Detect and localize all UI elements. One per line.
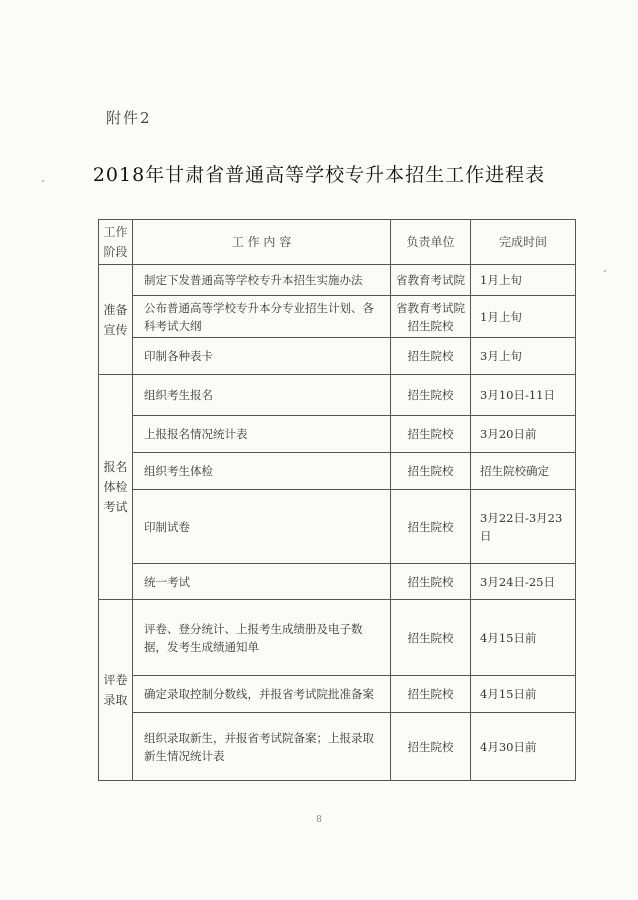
scan-speck — [604, 270, 606, 272]
unit-cell: 招生院校 — [391, 564, 471, 600]
table-row — [99, 600, 576, 676]
task-cell: 印制各种表卡 — [133, 338, 391, 375]
table-row — [99, 713, 576, 781]
task-cell: 统一考试 — [133, 564, 391, 600]
time-cell: 3月上旬 — [471, 338, 576, 375]
task-cell: 组织考生体检 — [133, 453, 391, 490]
task-cell: 制定下发普通高等学校专升本招生实施办法 — [133, 265, 391, 296]
page-number: 8 — [316, 815, 322, 825]
unit-cell: 招生院校 — [391, 453, 471, 490]
unit-cell: 招生院校 — [391, 490, 471, 564]
time-cell: 4月30日前 — [471, 713, 576, 781]
attachment-label: 附件2 — [106, 109, 152, 127]
table-row — [99, 375, 576, 416]
task-cell: 评卷、登分统计、上报考生成绩册及电子数据，发考生成绩通知单 — [133, 600, 391, 676]
time-cell: 1月上旬 — [471, 265, 576, 296]
unit-cell: 招生院校 — [391, 676, 471, 713]
header-time: 完成时间 — [471, 220, 576, 265]
task-cell: 确定录取控制分数线，并报省考试院批准备案 — [133, 676, 391, 713]
unit-cell: 招生院校 — [391, 600, 471, 676]
document-title: 2018年甘肃省普通高等学校专升本招生工作进程表 — [92, 164, 546, 186]
unit-cell: 招生院校 — [391, 713, 471, 781]
stage-cell: 准备宣传 — [99, 265, 133, 375]
table-row — [99, 296, 576, 338]
table-row — [99, 453, 576, 490]
task-cell: 组织考生报名 — [133, 375, 391, 416]
scan-speck — [42, 180, 44, 182]
unit-cell: 招生院校 — [391, 416, 471, 453]
time-cell: 3月24日-25日 — [471, 564, 576, 600]
table-row — [99, 338, 576, 375]
time-cell: 3月10日-11日 — [471, 375, 576, 416]
time-cell: 招生院校确定 — [471, 453, 576, 490]
time-cell: 3月20日前 — [471, 416, 576, 453]
time-cell: 4月15日前 — [471, 676, 576, 713]
unit-cell: 省教育考试院 — [391, 265, 471, 296]
table-row — [99, 416, 576, 453]
time-cell: 1月上旬 — [471, 296, 576, 338]
task-cell: 印制试卷 — [133, 490, 391, 564]
table-row — [99, 490, 576, 564]
table-row — [99, 265, 576, 296]
schedule-table — [98, 219, 576, 781]
header-stage: 工作阶段 — [99, 220, 133, 265]
time-cell: 4月15日前 — [471, 600, 576, 676]
table-row — [99, 676, 576, 713]
unit-cell: 招生院校 — [391, 375, 471, 416]
task-cell: 公布普通高等学校专升本分专业招生计划、各科考试大纲 — [133, 296, 391, 338]
table-row — [99, 564, 576, 600]
header-unit: 负责单位 — [391, 220, 471, 265]
table-header-row — [99, 220, 576, 265]
stage-cell: 报名体检考试 — [99, 375, 133, 600]
task-cell: 组织录取新生，并报省考试院备案；上报录取新生情况统计表 — [133, 713, 391, 781]
header-content: 工 作 内 容 — [133, 220, 391, 265]
task-cell: 上报报名情况统计表 — [133, 416, 391, 453]
unit-cell: 省教育考试院招生院校 — [391, 296, 471, 338]
stage-cell: 评卷录取 — [99, 600, 133, 781]
time-cell: 3月22日-3月23日 — [471, 490, 576, 564]
unit-cell: 招生院校 — [391, 338, 471, 375]
